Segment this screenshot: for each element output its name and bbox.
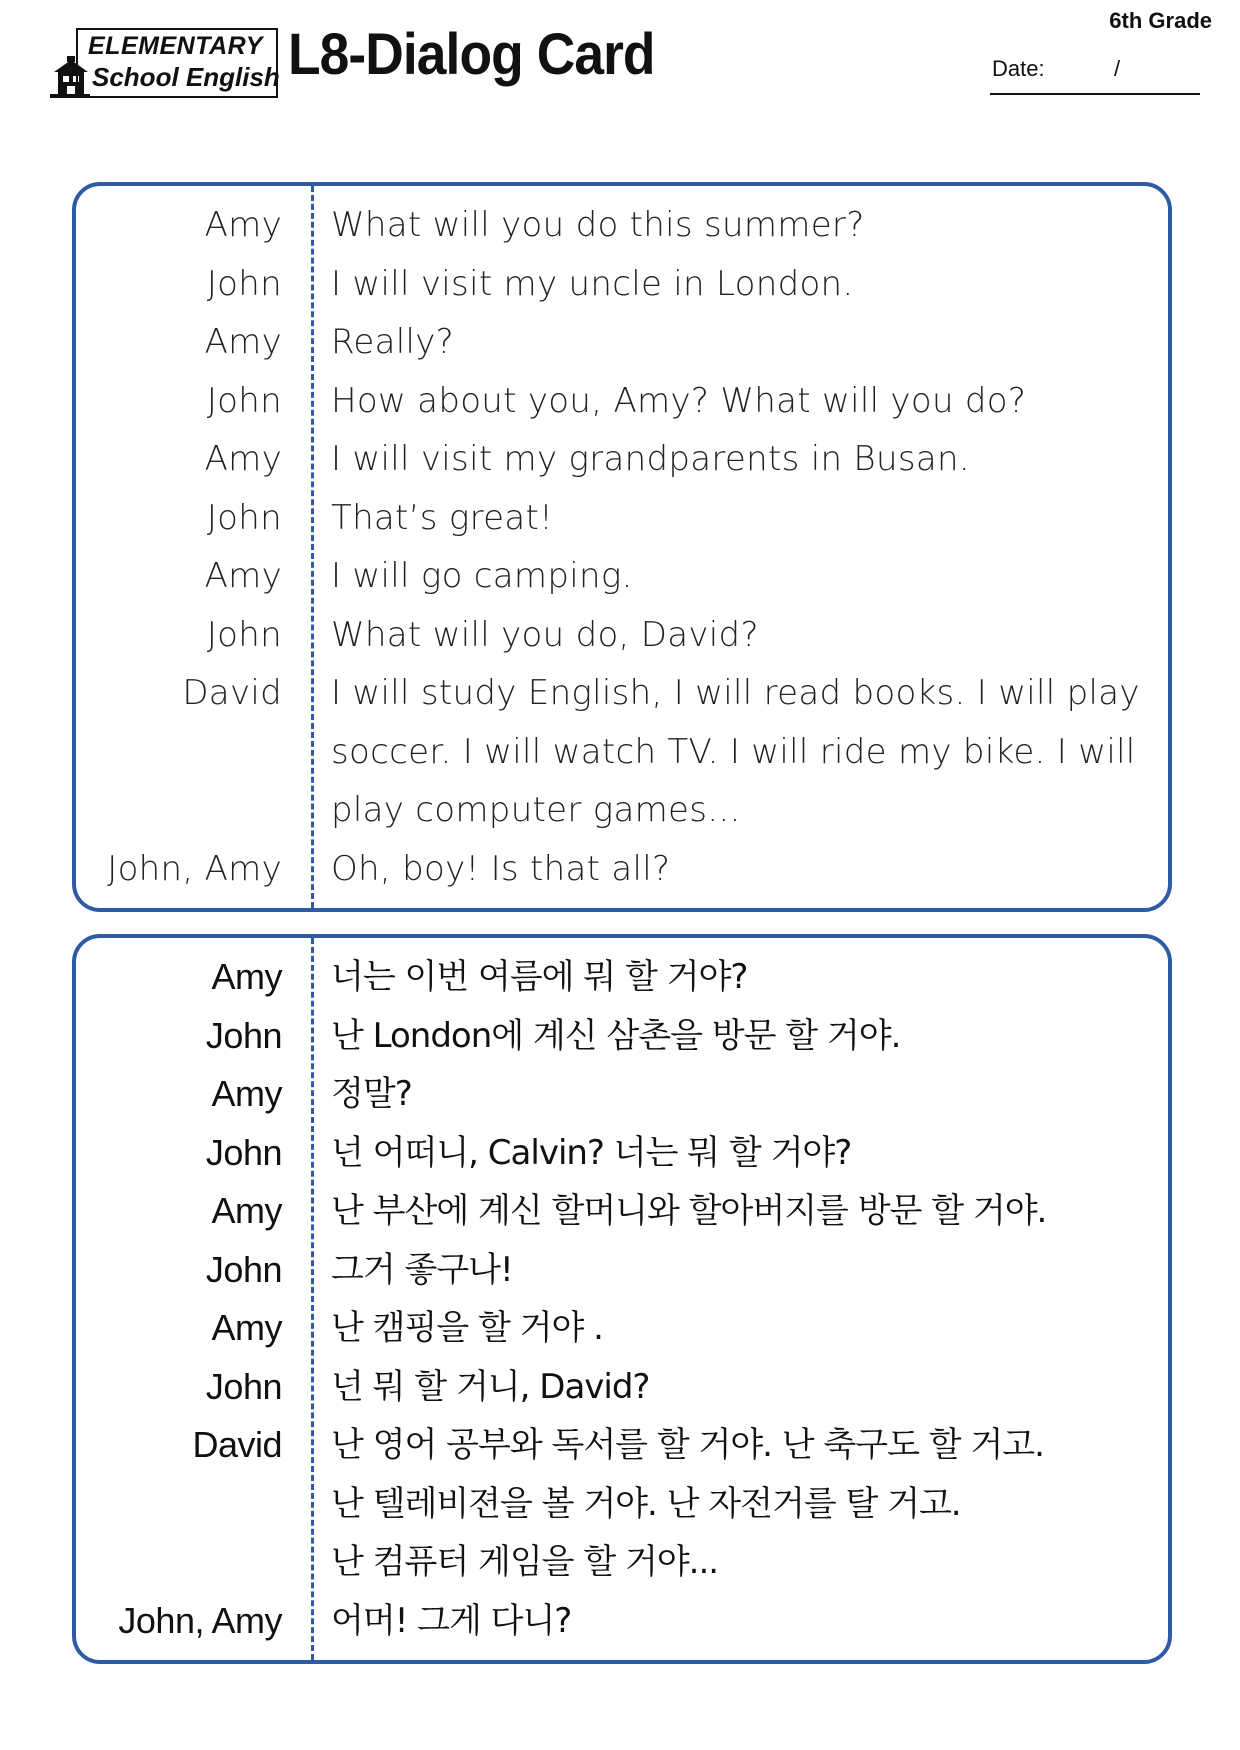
dialog-line: I will visit my uncle in London. — [331, 263, 854, 304]
dialog-row — [76, 1241, 1168, 1300]
page-title: L8-Dialog Card — [288, 22, 655, 87]
dialog-line: That’s great! — [331, 497, 554, 538]
elementary-school-english-logo — [50, 28, 280, 100]
korean-dialog-lines — [76, 948, 1168, 1650]
header — [0, 0, 1240, 120]
dialog-row — [76, 1475, 1168, 1534]
dialog-line: Really? — [331, 322, 455, 362]
dialog-line: What will you do, David? — [331, 614, 759, 655]
dialog-line: 그거 좋구나! — [331, 1249, 513, 1290]
dialog-row — [76, 1533, 1168, 1592]
dialog-line: 넌 어떠니, Calvin? 너는 뭐 할 거야? — [331, 1132, 852, 1173]
date-separator: / — [1114, 56, 1121, 81]
dialog-row — [76, 196, 1168, 255]
dialog-row — [76, 840, 1168, 899]
dialog-row — [76, 1416, 1168, 1475]
speaker-name: John — [206, 497, 282, 538]
speaker-name: John, Amy — [118, 1599, 282, 1641]
dialog-row — [76, 1124, 1168, 1183]
english-dialog-lines — [76, 196, 1168, 898]
dialog-row — [76, 1299, 1168, 1358]
dialog-row — [76, 1592, 1168, 1651]
speaker-name: John, Amy — [107, 848, 282, 889]
speaker-name: Amy — [211, 1190, 282, 1231]
dialog-row — [76, 430, 1168, 489]
dialog-line: 난 London에 계신 삼촌을 방문 할 거야. — [331, 1015, 901, 1056]
dialog-line: 난 캠핑을 할 거야 . — [331, 1308, 603, 1348]
speaker-name: John — [206, 263, 282, 304]
dialog-line: play computer games... — [331, 790, 741, 830]
dialog-row — [76, 723, 1168, 782]
dialog-row — [76, 372, 1168, 431]
speaker-name: Amy — [204, 439, 282, 479]
dialog-row — [76, 664, 1168, 723]
dialog-row — [76, 1182, 1168, 1241]
date-underline — [990, 93, 1200, 95]
grade-label: 6th Grade — [1109, 8, 1212, 33]
dialog-line: 정말? — [331, 1074, 412, 1114]
dialog-line: Oh, boy! Is that all? — [331, 848, 671, 889]
speaker-name: John — [206, 614, 282, 655]
dialog-row — [76, 1358, 1168, 1417]
speaker-name: Amy — [211, 1307, 282, 1348]
dialog-row — [76, 1065, 1168, 1124]
dialog-line: 너는 이번 여름에 뭐 할 거야? — [331, 957, 748, 997]
dialog-row — [76, 781, 1168, 840]
dialog-line: 난 컴퓨터 게임을 할 거야... — [331, 1542, 719, 1582]
speaker-name: Amy — [204, 205, 282, 245]
dialog-line: 난 부산에 계신 할머니와 할아버지를 방문 할 거야. — [331, 1191, 1047, 1231]
dialog-row — [76, 606, 1168, 665]
korean-dialog-card — [72, 934, 1172, 1664]
speaker-name: Amy — [204, 556, 282, 596]
speaker-name: David — [192, 1424, 282, 1465]
dialog-line: 난 텔레비젼을 볼 거야. 난 자전거를 탈 거고. — [331, 1483, 961, 1524]
dialog-line: 넌 뭐 할 거니, David? — [331, 1366, 650, 1407]
speaker-name: Amy — [211, 1073, 282, 1114]
dialog-line: I will study English, I will read books. I will play — [331, 673, 1140, 713]
speaker-name: John — [205, 1014, 282, 1056]
speaker-name: Amy — [211, 956, 282, 997]
dialog-row — [76, 547, 1168, 606]
logo-text-school-english: School English — [92, 62, 280, 92]
dialog-line: soccer. I will watch TV. I will ride my bike. I will — [331, 731, 1136, 772]
dialog-row — [76, 948, 1168, 1007]
speaker-name: John — [205, 1131, 282, 1173]
speaker-name: John — [205, 1365, 282, 1407]
dialog-row — [76, 313, 1168, 372]
dialog-line: I will visit my grandparents in Busan. — [331, 439, 970, 479]
dialog-line: How about you, Amy? What will you do? — [331, 380, 1027, 421]
logo-text-elementary: ELEMENTARY — [88, 32, 263, 60]
dialog-line: I will go camping. — [331, 556, 633, 596]
dialog-row — [76, 255, 1168, 314]
dialog-line: 어머! 그게 다니? — [331, 1600, 572, 1641]
dialog-line: What will you do this summer? — [331, 205, 865, 245]
date-label: Date: — [992, 56, 1045, 81]
speaker-name: John — [205, 1248, 282, 1290]
english-dialog-card — [72, 182, 1172, 912]
dialog-row — [76, 489, 1168, 548]
speaker-name: John — [206, 380, 282, 421]
speaker-name: David — [182, 673, 282, 713]
dialog-row — [76, 1007, 1168, 1066]
dialog-line: 난 영어 공부와 독서를 할 거야. 난 축구도 할 거고. — [331, 1425, 1044, 1465]
speaker-name: Amy — [204, 322, 282, 362]
